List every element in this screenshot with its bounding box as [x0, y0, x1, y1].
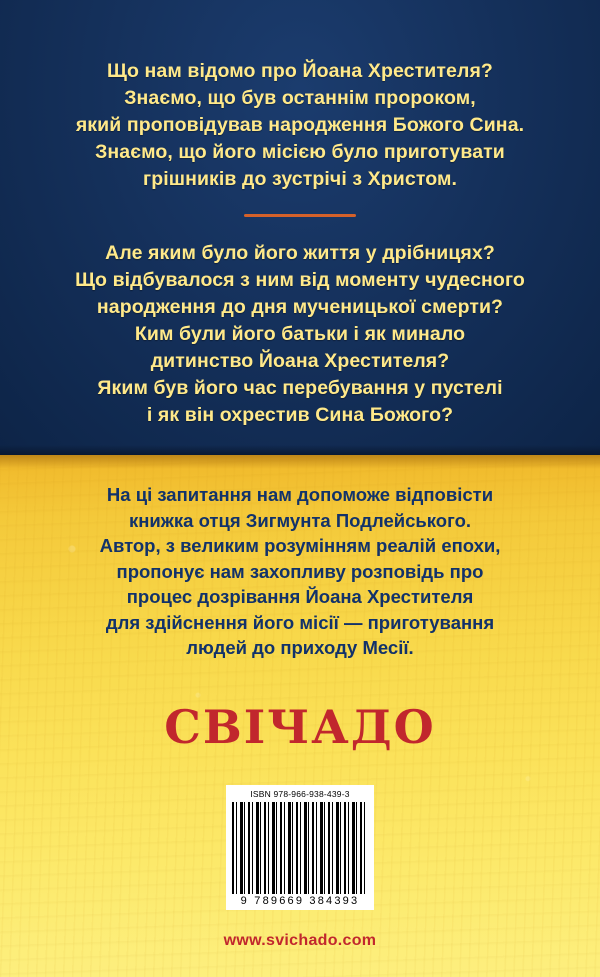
intro-line: Знаємо, що був останнім пророком,: [124, 87, 476, 109]
answer-line: На ці запитання нам допоможе відповісти: [106, 484, 494, 505]
intro-paragraph: [48, 58, 552, 193]
answer-line: Автор, з великим розумінням реалій епохи,: [99, 535, 501, 556]
answer-line: для здійснення його місії — приготування: [105, 611, 495, 633]
publisher-website[interactable]: www.svichado.com: [223, 932, 377, 949]
question-line: і як він охрестив Сина Божого?: [146, 404, 454, 426]
answer-line: процес дозрівання Йоана Хрестителя: [126, 586, 474, 607]
intro-line: Що нам відомо про Йоана Хрестителя?: [107, 60, 493, 82]
question-line: народження до дня мученицької смерти?: [96, 296, 504, 318]
answer-line: людей до приходу Месії.: [186, 637, 414, 658]
answer-paragraph: [40, 482, 560, 661]
question-line: Ким були його батьки і як минало: [134, 323, 466, 345]
bottom-yellow-panel: [0, 455, 600, 977]
barcode-block: [226, 785, 374, 910]
questions-paragraph: [48, 240, 552, 429]
question-line: Що відбувалося з ним від моменту чудесного: [75, 269, 525, 291]
question-line: Але яким було його життя у дрібницях?: [105, 242, 495, 264]
barcode-bars-icon: [232, 802, 368, 894]
question-line: дитинство Йоана Хрестителя?: [150, 350, 450, 372]
barcode-digits: 9 789669 384393: [240, 895, 360, 907]
answer-line: пропонує нам захопливу розповідь про: [116, 560, 484, 582]
question-line: Яким був його час перебування у пустелі: [97, 377, 503, 399]
publisher-logo: СВІЧАДО: [164, 700, 436, 754]
intro-line: грішників до зустрічі з Христом.: [142, 168, 458, 190]
top-navy-panel: [0, 0, 600, 455]
section-divider: [244, 214, 356, 217]
intro-line: Знаємо, що його місією було приготувати: [95, 141, 505, 163]
answer-line: книжка отця Зигмунта Подлейського.: [128, 509, 472, 531]
intro-line: який проповідував народження Божого Сина.: [75, 114, 525, 136]
isbn-label: ISBN 978-966-938-439-3: [250, 789, 350, 799]
